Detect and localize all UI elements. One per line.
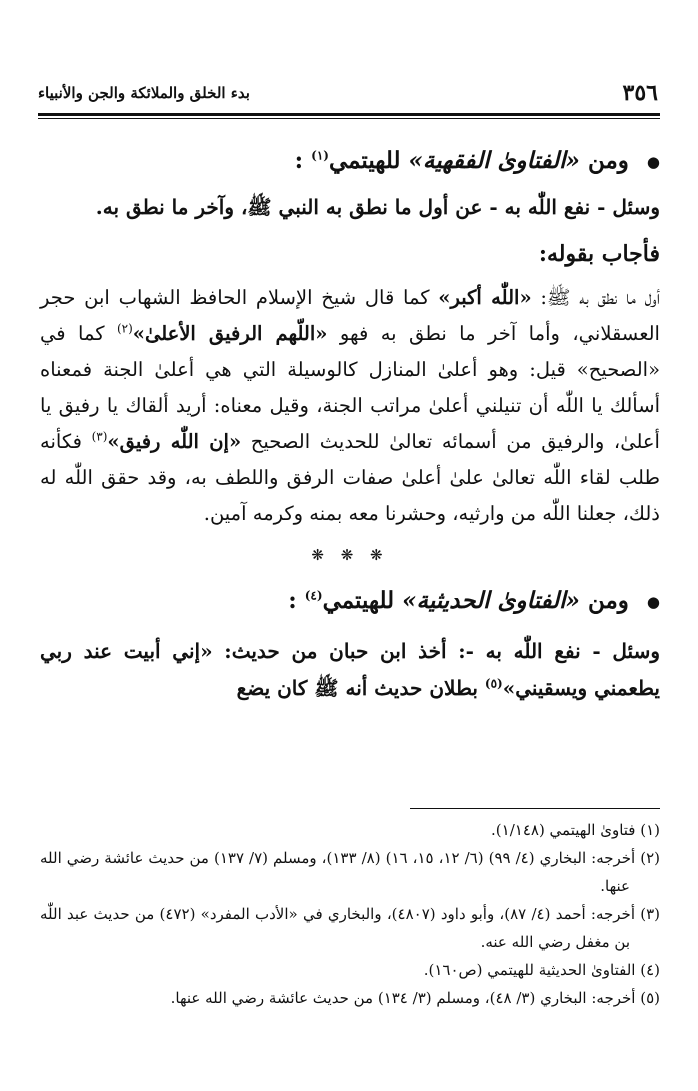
footnote: (٢) أخرجه: البخاري (٤/ ٩٩) (٦/ ١٢، ١٥، ١٦) (٨/ ١٣٣)، ومسلم (٧/ ١٣٧) من حديث عائشة رضي الله عنها. bbox=[40, 849, 661, 895]
footnote-separator bbox=[410, 808, 660, 809]
section-separator: ❋ ❋ ❋ bbox=[311, 546, 389, 564]
heading-colon: : bbox=[294, 147, 304, 174]
question-text bbox=[40, 633, 660, 707]
page-number: ٣٥٦ bbox=[622, 80, 658, 106]
quote-last-words: «اللّهم الرفيق الأعلىٰ» bbox=[132, 322, 328, 345]
answer-text: أول ما نطق به ﷺ: bbox=[531, 286, 660, 309]
heading-prefix: ومن bbox=[587, 147, 629, 174]
spacer bbox=[40, 625, 660, 633]
header-rule-thick bbox=[38, 113, 660, 116]
footnote: (٤) الفتاوىٰ الحديثية للهيتمي (ص١٦٠). bbox=[423, 961, 660, 979]
heading-author: للهيتمي bbox=[328, 147, 401, 174]
bullet-icon: ● bbox=[646, 153, 660, 171]
footnote-ref: (٢) bbox=[116, 321, 133, 336]
heading-prefix: ومن bbox=[587, 587, 629, 614]
footnote: (١) فتاوىٰ الهيتمي (١/١٤٨). bbox=[491, 821, 660, 839]
section-heading-hadith bbox=[40, 578, 660, 625]
heading-book-title: «الفتاوىٰ الحديثية» bbox=[402, 587, 580, 614]
page-header bbox=[38, 76, 658, 110]
main-text bbox=[40, 138, 660, 707]
quote-takbir: «اللّٰه أكبر» bbox=[438, 286, 532, 309]
question-text: وسئل - نفع اللّٰه به - عن أول ما نطق به النبي ﷺ، وآخر ما نطق به. bbox=[95, 195, 660, 219]
footnote-ref: (٥) bbox=[484, 676, 503, 691]
section-heading-fiqh bbox=[40, 138, 660, 185]
footnote-ref: (٤) bbox=[304, 588, 323, 603]
answer-text: كما في «الصحيح» قيل: وهو أعلىٰ المنازل كالوسيلة التي هي أعلىٰ الجنة فمعناه أسألك يا اللّٰه أن تنيلني أعلىٰ مراتب الجنة، وقيل معناه: أريد ألقاك يا رفيق يا أعلىٰ، والرفيق من أسمائه تعالىٰ للحديث الصحيح bbox=[40, 322, 660, 453]
bullet-icon: ● bbox=[646, 593, 660, 611]
running-title: بدء الخلق والملائكة والجن والأنبياء bbox=[38, 84, 250, 102]
header-rule-thin bbox=[38, 118, 660, 119]
heading-colon: : bbox=[288, 587, 297, 614]
question-part: بطلان حديث أنه ﷺ كان يضع bbox=[236, 676, 485, 700]
footnotes bbox=[40, 816, 660, 1012]
heading-author: للهيتمي bbox=[322, 587, 395, 614]
heading-book-title: «الفتاوىٰ الفقهية» bbox=[408, 147, 580, 174]
footnote: (٣) أخرجه: أحمد (٤/ ٨٧)، وأبو داود (٤٨٠٧)، والبخاري في «الأدب المفرد» (٤٧٢) من حديث عبد اللّٰه بن مغفل رضي الله عنه. bbox=[40, 905, 661, 951]
answer-label: فأجاب بقوله: bbox=[538, 241, 660, 267]
footnote-ref: (٣) bbox=[91, 429, 108, 444]
quote-hadith: «إن اللّٰه رفيق» bbox=[107, 430, 242, 453]
question-part: وسئل - نفع اللّٰه به -: أخذ ابن حبان من حديث: «إني أبيت عند ربي يطعمني ويسقيني» bbox=[40, 639, 660, 700]
answer-paragraph bbox=[40, 280, 660, 532]
footnote-ref: (١) bbox=[311, 148, 329, 163]
answer-text: كما قال شيخ الإسلام الحافظ الشهاب ابن حجر العسقلاني، وأما آخر ما نطق به فهو bbox=[40, 286, 660, 345]
answer-text: فكأنه طلب لقاء اللّٰه تعالىٰ علىٰ أعلىٰ صفات الرفق واللطف به، وقد حقق اللّٰه له ذلك، جعلنا اللّٰه من وارثيه، وحشرنا معه بمنه وكرمه آمين. bbox=[40, 430, 660, 525]
footnote: (٥) أخرجه: البخاري (٣/ ٤٨)، ومسلم (٣/ ١٣٤) من حديث عائشة رضي الله عنها. bbox=[170, 989, 660, 1007]
